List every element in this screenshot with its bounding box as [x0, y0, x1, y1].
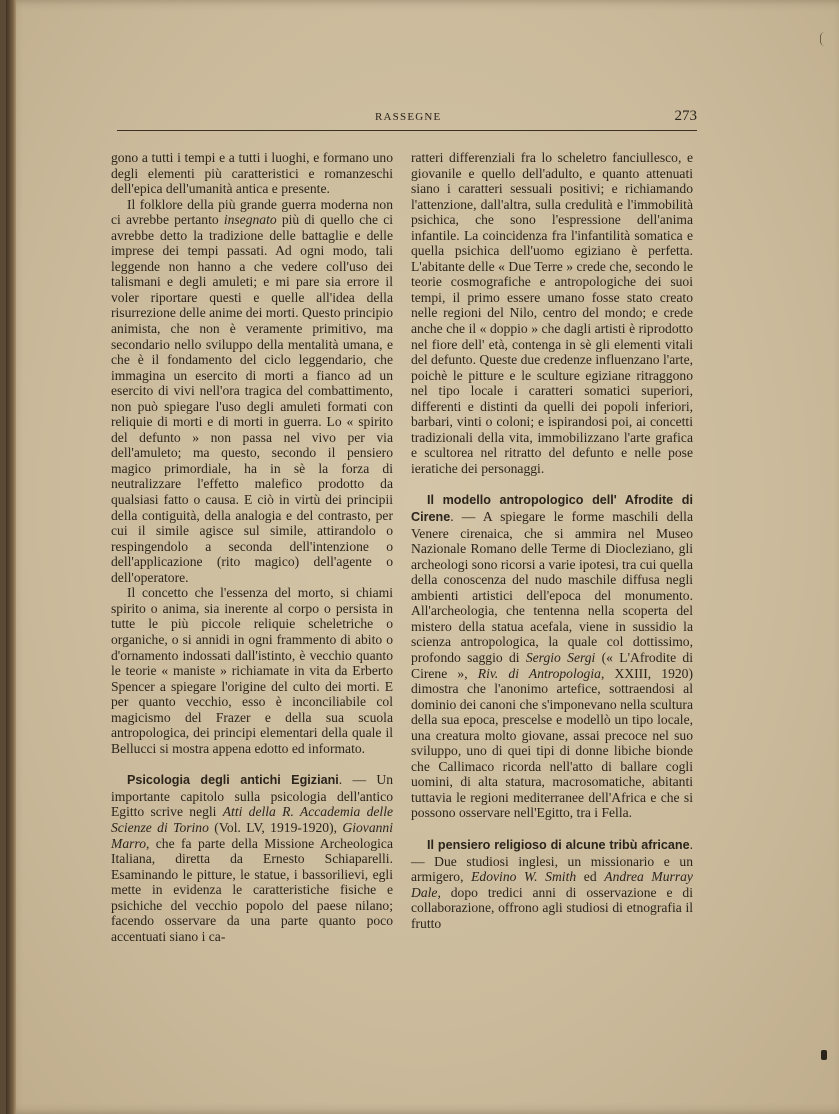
italic-run: Riv. di Antropologia — [477, 665, 601, 681]
text-run: (« L'Afrodite di Cirene », — [411, 649, 693, 681]
italic-run: Giovanni Marro — [111, 819, 393, 851]
section-tribu-africane — [411, 837, 693, 931]
section-afrodite — [411, 492, 693, 820]
page-number: 273 — [674, 108, 697, 124]
left-paragraph-2 — [111, 197, 393, 586]
right-column — [411, 150, 693, 931]
text-run: (Vol. LV, 1919-1920), — [208, 819, 343, 835]
italic-run: Edovino W. Smith — [471, 869, 577, 885]
page-binding-edge — [6, 0, 16, 1114]
section-gap — [411, 821, 693, 837]
left-paragraph-3: Il concetto che l'essenza del morto, si chiami spirito o anima, sia inerente al corpo o persista in tutte le più piccole reliquie scheletriche o organiche, o si annidi in ogni frammento di abito o d'ornamento indossati dall'istinto, è vecchio quanto le teorie « maniste » richiamate in vita da Erberto Spencer a spiegare l'origine del culto dei morti. E per quanto vecchio, esso è inconciliabile col magicismo del Frazer e della sua scuola antropologica, dei principi elementari della quale il Bellucci si mostra appena edotto ed informato. — [111, 585, 393, 756]
italic-run: Andrea Murray Dale — [411, 869, 693, 900]
italic-run: Sergio Sergi — [525, 649, 596, 665]
running-head: RASSEGNE — [375, 111, 442, 123]
text-run: , XXIII, 1920) dimostra che l'anonimo artefice, sottraendosi al dominio dei canoni che s'imponevano nella scultura della sua epoca, prescelse e modellò un tipo locale, una creatura molto giovane, assai precoce nel suo sviluppo, uno di quei tipi di donne libiche bionde che Callimaco ricorda nell'atto di ballare cogli uomini, di alta statura, macrosomatiche, abitanti tuttavia le regioni mediterranee dell'Africa e che si possono osservare nell'Egitto, tra i Fella. — [411, 665, 693, 821]
section-title: Psicologia degli antichi Egiziani — [127, 773, 339, 788]
text-run: Il folklore della più grande guerra moderna non ci avrebbe pertanto — [111, 196, 393, 228]
left-column — [111, 150, 393, 944]
ink-speck — [821, 1050, 827, 1060]
text-run: più di quello che ci avrebbe detto la tradizione delle battaglie e delle imprese dei tempi passati. Ad ogni modo, tali leggende non hanno a che vedere coll'uso dei talismani e degli amuleti; e mi pare sia errore il voler riportare questi e quelle all'idea della risurrezione delle anime dei morti. Questo principio animista, che non è veramente primitivo, ma secondario nello sviluppo della mentalità umana, e che è il fondamento del ciclo leggendario, che immagina un esercito di morti a fianco ad un esercito di vivi nell'ora tragica del combattimento, non può spiegare l'uso degli amuleti formati con reliquie di morti e di morti in guerra. Lo « spirito del defunto » non passa nel vivo per via dell'amuleto; ma questo, secondo il pensiero magico primordiale, ha in sè la forza di neutralizzare l'effetto malefico prodotto da qualsiasi fatto o causa. E ciò in virtù dei principii della contiguità, della analogia e del contrasto, per cui il simile agisce sul simile, attirandolo o respingendolo a seconda dell'intenzione o dell'applicazione (rito magico) dell'agente o dell'operatore. — [111, 212, 394, 585]
text-run: , che fa parte della Missione Archeologica Italiana, diretta da Ernesto Schiaparelli. Esaminando le pitture, le statue, i bassorilievi, egli mette in evidenza le caratteristiche fisiche e psichiche del vecchio popolo del paese nilano; facendo osservare da una parte quanto poco accentuati siano i ca- — [111, 835, 393, 944]
text-run: . — Un importante capitolo sulla psicologia dell'antico Egitto scrive negli — [111, 772, 394, 820]
italic-run: insegnato — [223, 212, 277, 228]
book-page — [6, 0, 839, 1114]
text-run: . — A spiegare le forme maschili della Venere cirenaica, che si ammira nel Museo Nazionale Romano delle Terme di Diocleziano, gli archeologi sono ricorsi a varie ipotesi, tra cui quella della conoscenza del nudo maschile diffusa negli ambienti artistici dell'epoca del monumento. All'archeologia, che tentenna nella scoperta del mistero della statua acefala, viene in sussidio la scienza antropologica, la quale col dottissimo, profondo saggio di — [411, 509, 693, 665]
section-gap — [111, 756, 393, 772]
page-corner-mark — [820, 32, 829, 46]
section-title: Il pensiero religioso di alcune tribù africane — [427, 837, 690, 852]
italic-run: Atti della R. Accademia delle Scienze di Torino — [111, 804, 394, 835]
section-gap — [411, 476, 693, 492]
text-run: . — Due studiosi inglesi, un missionario e un armigero, — [411, 836, 693, 885]
section-title: Il modello antropologico dell' Afrodite di Cirene — [411, 493, 693, 525]
text-run: , dopo tredici anni di osservazione e di collaborazione, offrono agli studiosi di etnografia il frutto — [411, 884, 693, 931]
text-run: ed — [576, 869, 605, 885]
left-paragraph-1: gono a tutti i tempi e a tutti i luoghi, e formano uno degli elementi più caratteristici e romanzeschi dell'epica dell'umanità antica e presente. — [111, 150, 393, 197]
right-paragraph-1: ratteri differenziali fra lo scheletro fanciullesco, e giovanile e quello dell'adulto, e quanto attenuati siano i caratteri sessuali positivi; e richiamando l'attenzione, dall'altra, sulla credulità e l'immobilità psichica, che sono l'espressione dell'anima infantile. La coincidenza fra l'infantilità somatica e quella psichica dell'uomo egiziano è perfetta. L'abitante delle « Due Terre » crede che, secondo le teorie cosmografiche e antropologiche dei suoi tempi, il primo essere umano fosse stato creato nelle regioni del Nilo, centro del mondo; e crede anche che il « doppio » che dagli artisti è riprodotto nel fiore dell' età, contenga in sè gli elementi vitali del defunto. Queste due credenze influenzano l'arte, poichè le pitture e le sculture egiziane ritraggono nel tipo locale i caratteri somatici superiori, differenti e distinti da quelli dei popoli inferiori, barbari, vinti o coloni; e ispirandosi poi, ai concetti tradizionali della vita, immobilizzano l'arte grafica e scultorea nel ritratto del defunto e nelle pose ieratiche dei personaggi. — [411, 150, 693, 476]
page-header — [117, 108, 697, 131]
section-egiziani — [111, 772, 393, 944]
